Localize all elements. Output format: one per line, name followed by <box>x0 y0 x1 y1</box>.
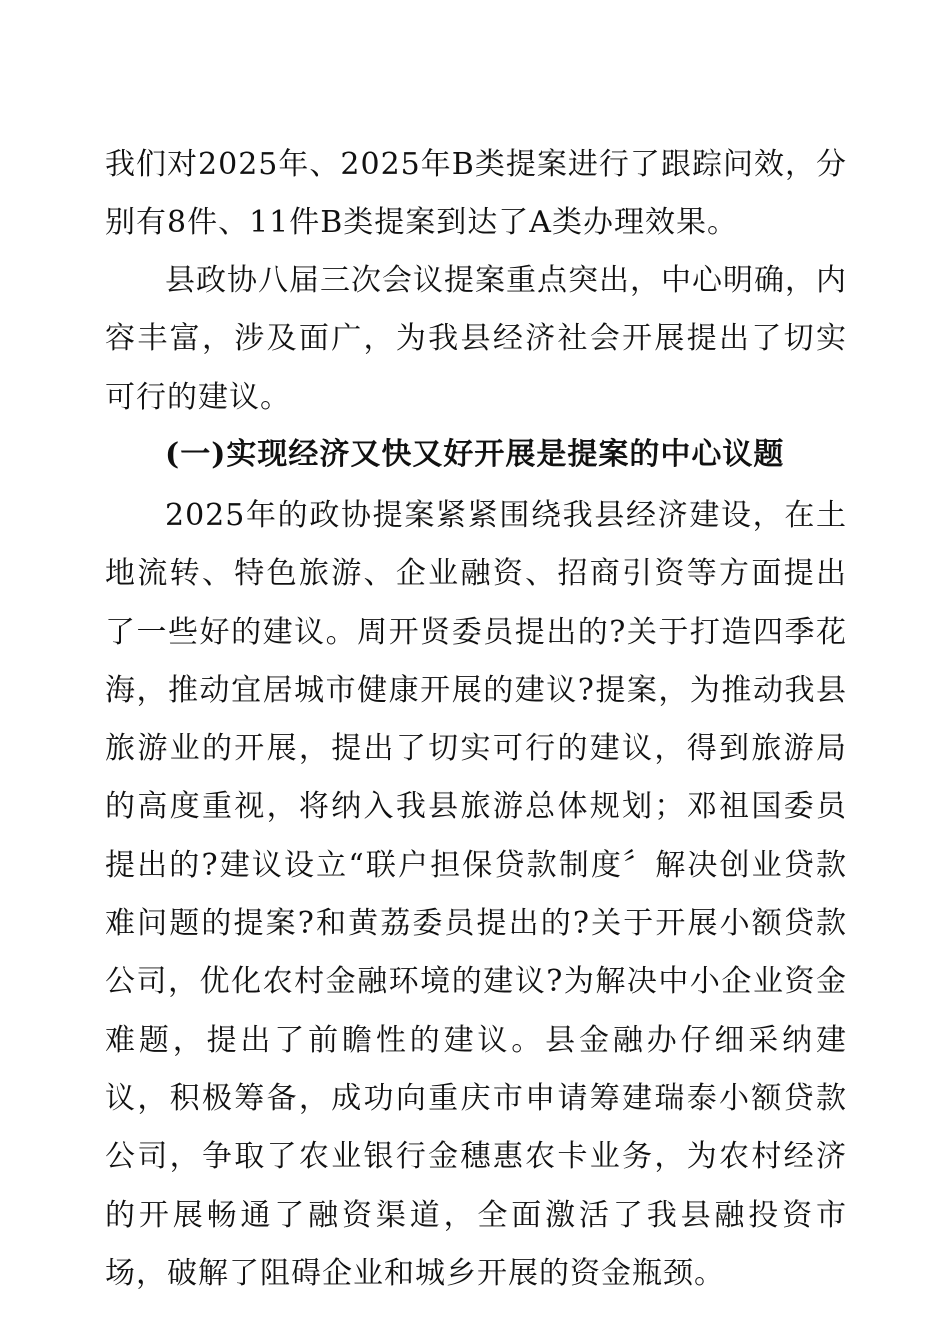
section-heading: (一)实现经济又快又好开展是提案的中心议题 <box>165 437 785 472</box>
body-paragraph: 2025年的政协提案紧紧围绕我县经济建设，在土地流转、特色旅游、企业融资、招商引资等方面提出了一些好的建议。周开贤委员提出的?关于打造四季花海，推动宜居城市健康开展的建议?提案，为推动我县旅游业的开展，提出了切实可行的建议，得到旅游局的高度重视，将纳入我县旅游总体规划；邓祖国委员提出的?建议设立“联户担保贷款制度〞解决创业贷款难问题的提案?和黄荔委员提出的?关于开展小额贷款公司，优化农村金融环境的建议?为解决中小企业资金难题，提出了前瞻性的建议。县金融办仔细采纳建议，积极筹备，成功向重庆市申请筹建瑞泰小额贷款公司，争取了农业银行金穗惠农卡业务，为农村经济的开展畅通了融资渠道，全面激活了我县融投资市场，破解了阻碍企业和城乡开展的资金瓶颈。 <box>105 498 847 1291</box>
body-paragraph: 我们对2025年、2025年B类提案进行了跟踪问效，分别有8件、11件B类提案到达了A类办理效果。 <box>105 147 847 241</box>
body-paragraph: 县政协八届三次会议提案重点突出，中心明确，内容丰富，涉及面广，为我县经济社会开展提出了切实可行的建议。 <box>105 263 847 415</box>
